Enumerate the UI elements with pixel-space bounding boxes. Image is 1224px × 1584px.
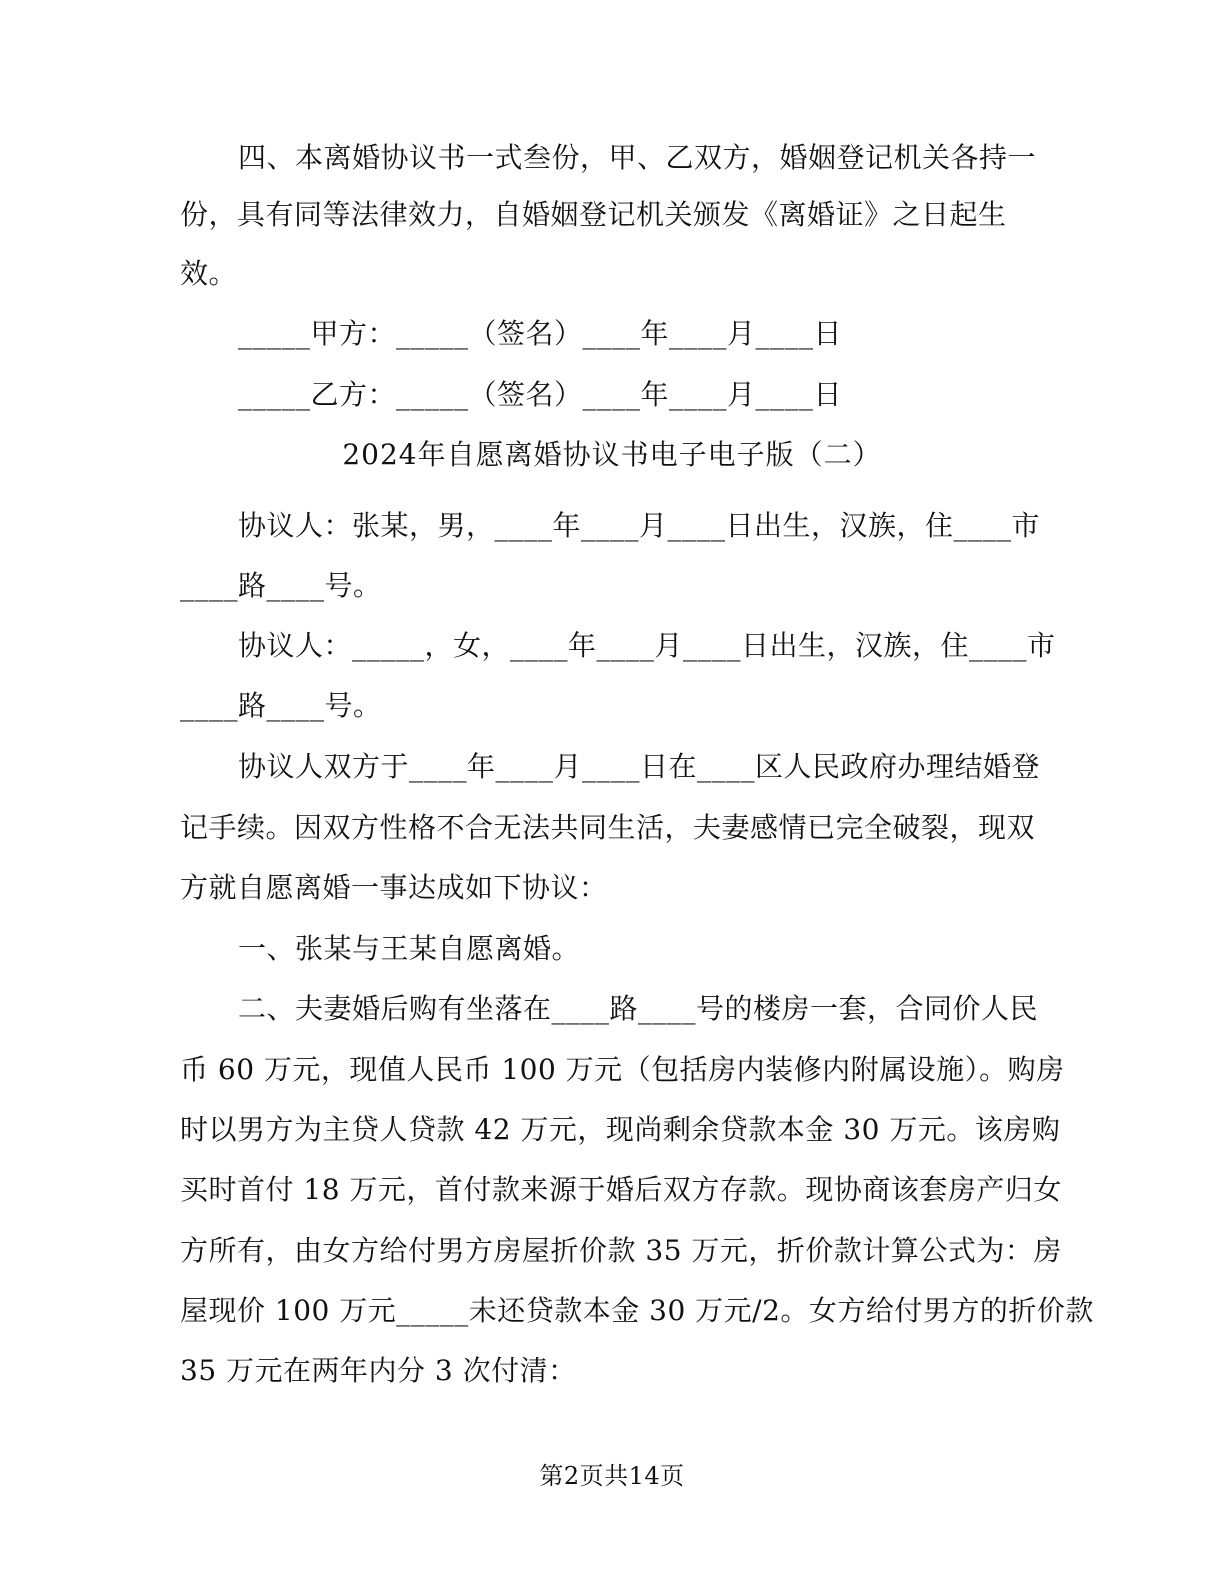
paragraph-line: 币 60 万元，现值人民币 100 万元（包括房内装修内附属设施）。购房 [180, 1053, 1065, 1086]
paragraph-line: ____路____号。 [180, 569, 382, 602]
paragraph-line: 屋现价 100 万元_____未还贷款本金 30 万元/2。女方给付男方的折价款 [180, 1294, 1094, 1327]
section-title: 2024年自愿离婚协议书电子电子版（二） [342, 438, 882, 471]
paragraph-line: 记手续。因双方性格不合无法共同生活，夫妻感情已完全破裂，现双 [180, 811, 1036, 844]
paragraph-line: 二、夫妻婚后购有坐落在____路____号的楼房一套，合同价人民 [238, 992, 1039, 1025]
paragraph-line: 一、张某与王某自愿离婚。 [238, 932, 581, 965]
paragraph-line: 效。 [180, 257, 238, 290]
paragraph-line: 份，具有同等法律效力，自婚姻登记机关颁发《离婚证》之日起生 [180, 198, 1007, 231]
signature-line-party-b: _____乙方：_____（签名）____年____月____日 [238, 378, 843, 411]
page-number-footer: 第2页共14页 [539, 1462, 685, 1490]
paragraph-line: 方就自愿离婚一事达成如下协议： [180, 871, 608, 904]
paragraph-line: 四、本离婚协议书一式叁份，甲、乙双方，婚姻登记机关各持一 [238, 141, 1037, 174]
paragraph-line: 买时首付 18 万元，首付款来源于婚后双方存款。现协商该套房产归女 [180, 1173, 1062, 1206]
paragraph-line: 方所有，由女方给付男方房屋折价款 35 万元，折价款计算公式为：房 [180, 1234, 1062, 1267]
paragraph-line: ____路____号。 [180, 689, 382, 722]
paragraph-line: 35 万元在两年内分 3 次付清： [180, 1354, 577, 1387]
paragraph-line: 协议人：_____，女，____年____月____日出生，汉族，住____市 [238, 629, 1056, 662]
paragraph-line: 时以男方为主贷人贷款 42 万元，现尚剩余贷款本金 30 万元。该房购 [180, 1113, 1061, 1146]
paragraph-line: 协议人：张某，男，____年____月____日出生，汉族，住____市 [238, 509, 1041, 542]
paragraph-line: 协议人双方于____年____月____日在____区人民政府办理结婚登 [238, 750, 1041, 783]
signature-line-party-a: _____甲方：_____（签名）____年____月____日 [238, 317, 843, 350]
